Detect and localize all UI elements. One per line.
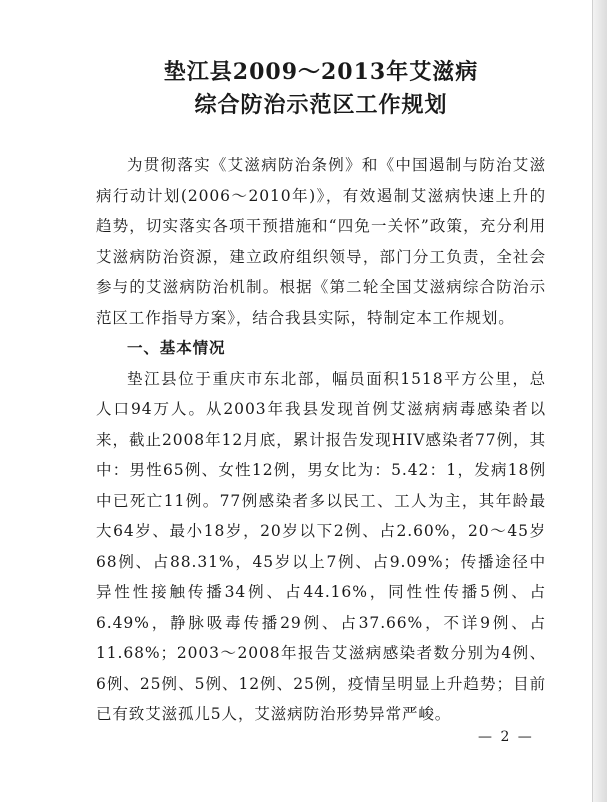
- section-heading-basic-situation: 一、基本情况: [127, 338, 226, 357]
- document-title: [96, 56, 546, 122]
- document-body: [96, 150, 546, 730]
- page-edge-shadow: [592, 0, 607, 802]
- document-page: [96, 56, 546, 730]
- intro-paragraph: 为贯彻落实《艾滋病防治条例》和《中国遏制与防治艾滋病行动计划(2006～2010年)》，有效遏制艾滋病快速上升的趋势，切实落实各项干预措施和“四免一关怀”政策，充分利用艾滋病防治资源，建立政府组织领导，部门分工负责，全社会参与的艾滋病防治机制。根据《第二轮全国艾滋病综合防治示范区工作指导方案》，结合我县实际，特制定本工作规划。: [96, 156, 546, 327]
- title-line-2: 综合防治示范区工作规划: [194, 92, 448, 118]
- page-number: — 2 —: [478, 729, 534, 745]
- basic-situation-paragraph: 垫江县位于重庆市东北部，幅员面积1518平方公里，总人口94万人。从2003年我县发现首例艾滋病病毒感染者以来，截止2008年12月底，累计报告发现HIV感染者77例，其中：男性65例、女性12例，男女比为：5.42：1，发病18例中已死亡11例。77例感染者多以民工、工人为主，其年龄最大64岁、最小18岁，20岁以下2例、占2.60%，20～45岁68例、占88.31%，45岁以上7例、占9.09%；传播途径中异性性接触传播34例、占44.16%，同性性传播5例、占6.49%，静脉吸毒传播29例、占37.66%，不详9例、占11.68%；2003～2008年报告艾滋病感染者数分别为4例、6例、25例、5例、12例、25例，疫情呈明显上升趋势；目前已有致艾滋孤儿5人，艾滋病防治形势异常严峻。: [96, 369, 546, 723]
- title-line-1: 垫江县2009～2013年艾滋病: [163, 59, 479, 85]
